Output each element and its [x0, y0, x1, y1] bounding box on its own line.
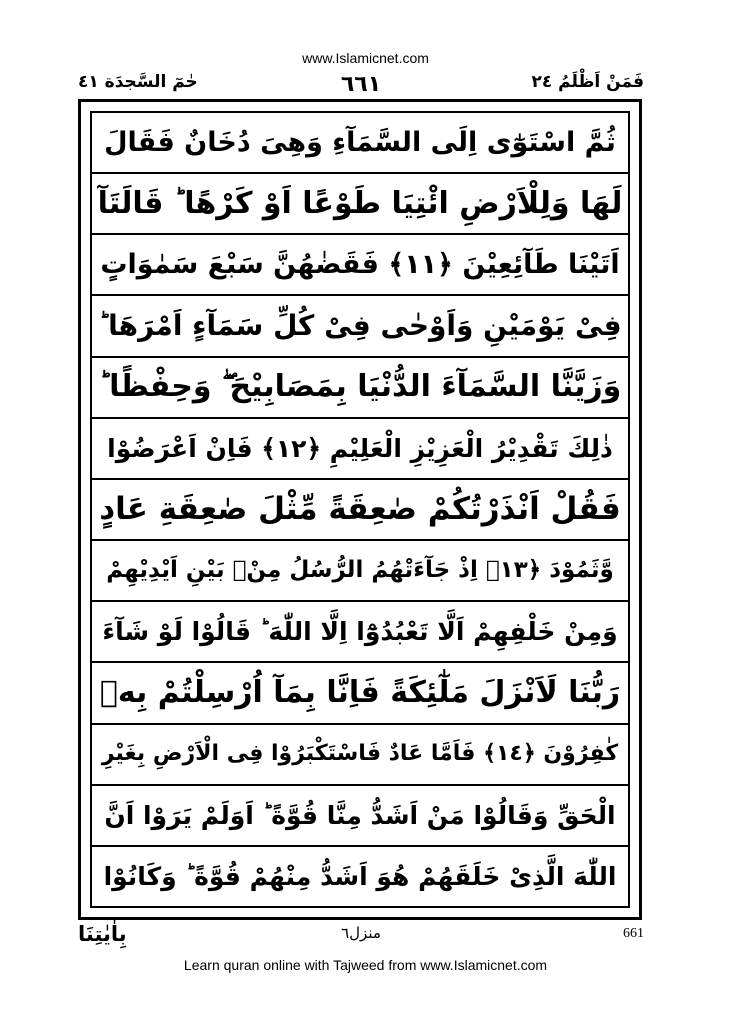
verse-line: اللّٰهَ الَّذِىْ خَلَقَهُمْ هُوَ اَشَدُّ مِنْهُمْ قُوَّةً ؕ وَكَانُوْا	[103, 861, 617, 891]
site-promo-text[interactable]: Learn quran online with Tajweed from www.Islamicnet.com	[183, 957, 548, 973]
verse-line: فِىْ يَوْمَيْنِ وَاَوْحٰى فِىْ كُلِّ سَمَآءٍ اَمْرَهَا ؕ	[92, 296, 628, 357]
verse-line: فَقُلْ اَنْذَرْتُكُمْ صٰعِقَةً مِّثْلَ صٰعِقَةِ عَادٍ	[92, 480, 628, 541]
site-url-top[interactable]: www.Islamicnet.com	[302, 50, 429, 66]
verse-line: رَبُّنَا لَاَنْزَلَ مَلٰٓئِكَةً فَاِنَّا بِمَآ اُرْسِلْتُمْ بِهٖ	[92, 663, 628, 724]
verse-line: وَّثَمُوْدَ ﴿١٣﴾ اِذْ جَآءَتْهُمُ الرُّسُلُ مِنْۢ بَيْنِ اَيْدِيْهِمْ	[92, 541, 628, 602]
page-footer	[78, 922, 644, 950]
verse-line: ذٰلِكَ تَقْدِيْرُ الْعَزِيْزِ الْعَلِيْمِ ﴿١٢﴾ فَاِنْ اَعْرَضُوْا	[92, 419, 628, 480]
juz-name: فَمَنْ اَظْلَمُ ٢٤	[531, 72, 644, 92]
surah-name: حٰمٓ السَّجدَة ٤١	[78, 72, 198, 92]
manzil-label: منزل٦	[341, 924, 381, 942]
verse-line: ثُمَّ اسْتَوٰٓى اِلَى السَّمَآءِ وَهِىَ دُخَانٌ فَقَالَ	[92, 113, 628, 174]
verse-line: الْحَقِّ وَقَالُوْا مَنْ اَشَدُّ مِنَّا قُوَّةً ؕ اَوَلَمْ يَرَوْا اَنَّ	[92, 786, 628, 847]
verse-line: لَهَا وَلِلْاَرْضِ ائْتِيَا طَوْعًا اَوْ كَرْهًا ؕ قَالَتَآ	[92, 174, 628, 235]
page-header	[78, 72, 644, 98]
page-number-arabic: ٦٦١	[340, 72, 382, 97]
verse-line: وَزَيَّنَّا السَّمَآءَ الدُّنْيَا بِمَصَابِيْحَ ۖ وَحِفْظًا ؕ	[92, 358, 628, 419]
verse-line: كٰفِرُوْنَ ﴿١٤﴾ فَاَمَّا عَادٌ فَاسْتَكْبَرُوْا فِى الْاَرْضِ بِغَيْرِ	[92, 725, 628, 786]
verse-line: وَمِنْ خَلْفِهِمْ اَلَّا تَعْبُدُوْٓا اِلَّا اللّٰهَ ؕ قَالُوْا لَوْ شَآءَ	[92, 602, 628, 663]
verse-line: اَتَيْنَا طَآئِعِيْنَ ﴿١١﴾ فَقَضٰهُنَّ سَبْعَ سَمٰوَاتٍ	[92, 235, 628, 296]
verse-text-block	[90, 111, 630, 908]
page-number: 661	[623, 926, 644, 941]
catchword: بِاٰيٰتِنَا	[78, 922, 127, 946]
